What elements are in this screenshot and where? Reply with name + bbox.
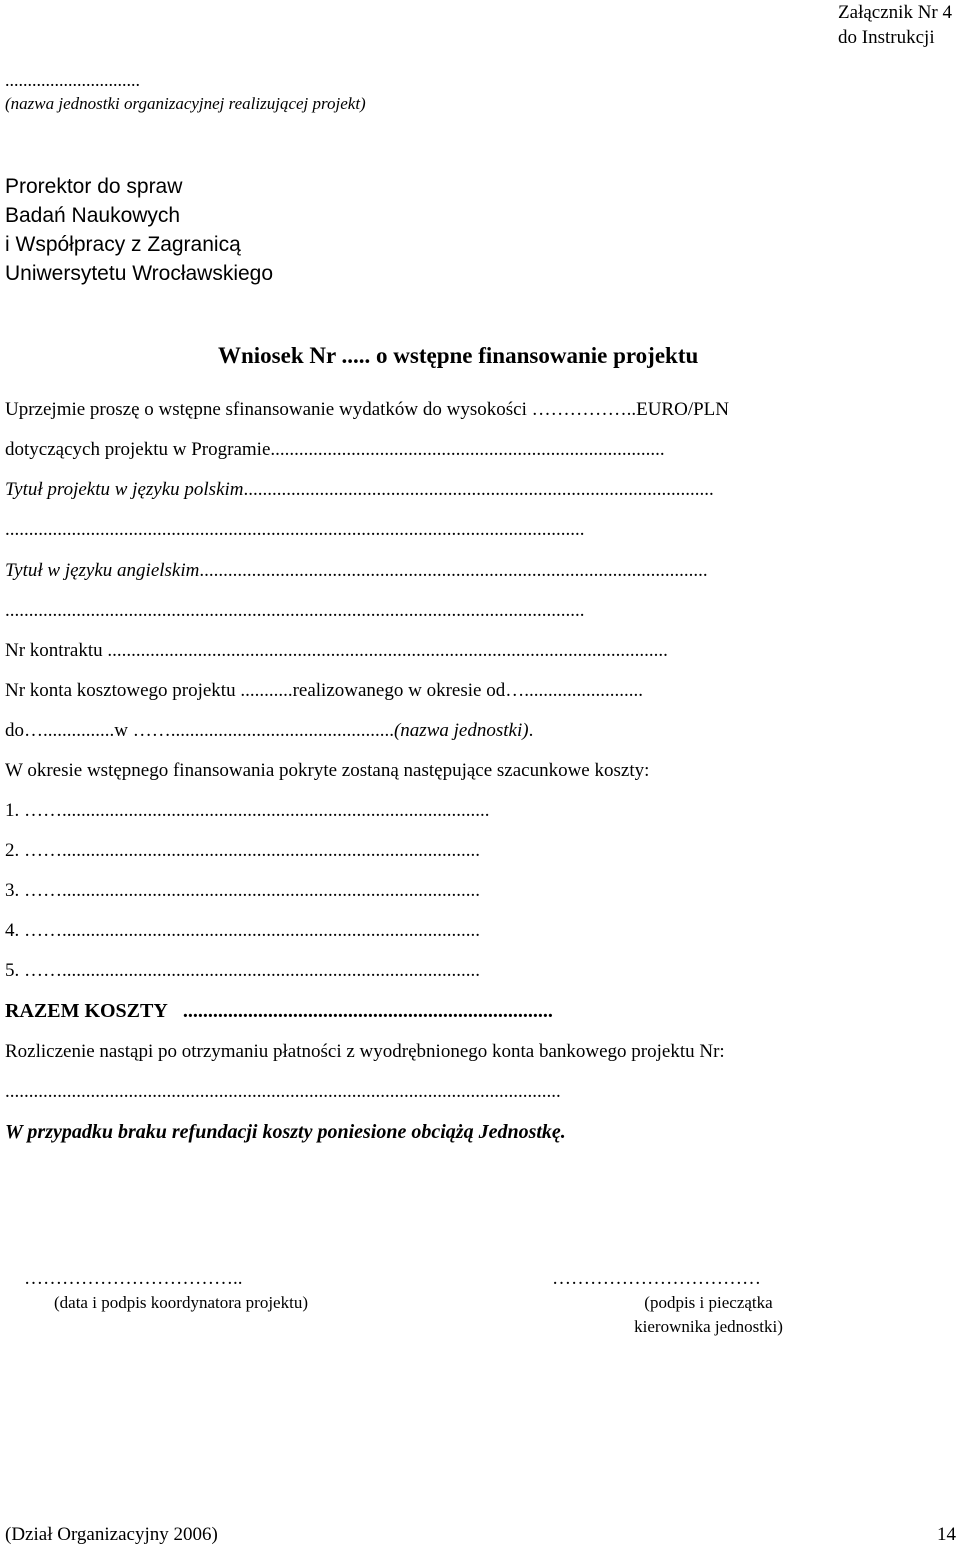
title-pl-continuation: .......................................................................................................................... (5, 519, 585, 540)
cost-item-2: 2. ……........................................................................................ (5, 840, 480, 861)
title-en-continuation: .......................................................................................................................... (5, 600, 585, 621)
addressee-line-3: i Współpracy z Zagranicą (5, 233, 241, 256)
period-to: do…...............w ……............................................... (5, 720, 394, 741)
addressee-line-1: Prorektor do spraw (5, 175, 183, 198)
document-title: Wniosek Nr ..... o wstępne finansowanie projektu (218, 343, 699, 368)
head-signature-caption-line-2: kierownika jednostki) (634, 1317, 783, 1336)
title-pl-label: Tytuł projektu w języku polskim (5, 479, 244, 500)
warning-line: W przypadku braku refundacji koszty poniesione obciążą Jednostkę. (5, 1121, 566, 1143)
addressee-line-2: Badań Naukowych (5, 204, 181, 227)
attachment-number: Załącznik Nr 4 (838, 2, 952, 23)
cost-item-5: 5. ……........................................................................................ (5, 960, 480, 981)
settlement-line: Rozliczenie nastąpi po otrzymaniu płatności z wyodrębnionego konta bankowego projektu Nr: (5, 1041, 725, 1062)
title-en-line (5, 559, 708, 583)
unit-name-hint: (nazwa jednostki) (393, 720, 529, 741)
head-signature-dots: …………………………… (552, 1268, 761, 1289)
attachment-label (838, 0, 952, 50)
page-number: 14 (937, 1524, 956, 1545)
request-line: Uprzejmie proszę o wstępne sfinansowanie wydatków do wysokości ……………..EURO/PLN (5, 399, 729, 420)
footer-department: (Dział Organizacyjny 2006) (5, 1524, 218, 1545)
costs-intro: W okresie wstępnego finansowania pokryte zostaną następujące szacunkowe koszty: (5, 760, 650, 781)
head-signature-caption (616, 1291, 801, 1339)
title-en-dots: ........................................................................................................... (199, 560, 708, 581)
head-signature-caption-line-1: (podpis i pieczątka (644, 1293, 773, 1312)
title-en-label: Tytuł w języku angielskim (5, 560, 200, 581)
addressee-line-4: Uniwersytetu Wrocławskiego (5, 262, 274, 285)
unit-name-dots: .............................. (5, 70, 140, 90)
title-pl-dots: ................................................................................................... (243, 479, 714, 500)
cost-item-1: 1. …….......................................................................................... (5, 800, 490, 821)
addressee-block (5, 172, 273, 288)
attachment-instruction: do Instrukcji (838, 27, 935, 48)
coordinator-signature-caption: (data i podpis koordynatora projektu) (54, 1293, 308, 1312)
settlement-dots: ..................................................................................................................... (5, 1081, 561, 1102)
coordinator-signature-dots: …………………………….. (24, 1268, 243, 1289)
program-line: dotyczących projektu w Programie................................................................................... (5, 439, 665, 460)
total-costs-dots: .......................................................................... (182, 1000, 553, 1022)
total-costs-line (5, 999, 553, 1023)
contract-line: Nr kontraktu ...................................................................................................................... (5, 640, 668, 661)
account-line: Nr konta kosztowego projektu ...........realizowanego w okresie od…......................... (5, 680, 643, 701)
total-costs-label: RAZEM KOSZTY (5, 1000, 168, 1022)
unit-name-caption: (nazwa jednostki organizacyjnej realizującej projekt) (5, 94, 366, 113)
title-pl-line (5, 478, 714, 502)
period-line (5, 719, 533, 743)
cost-item-3: 3. ……........................................................................................ (5, 880, 480, 901)
period-end: . (528, 720, 534, 741)
cost-item-4: 4. ……........................................................................................ (5, 920, 480, 941)
